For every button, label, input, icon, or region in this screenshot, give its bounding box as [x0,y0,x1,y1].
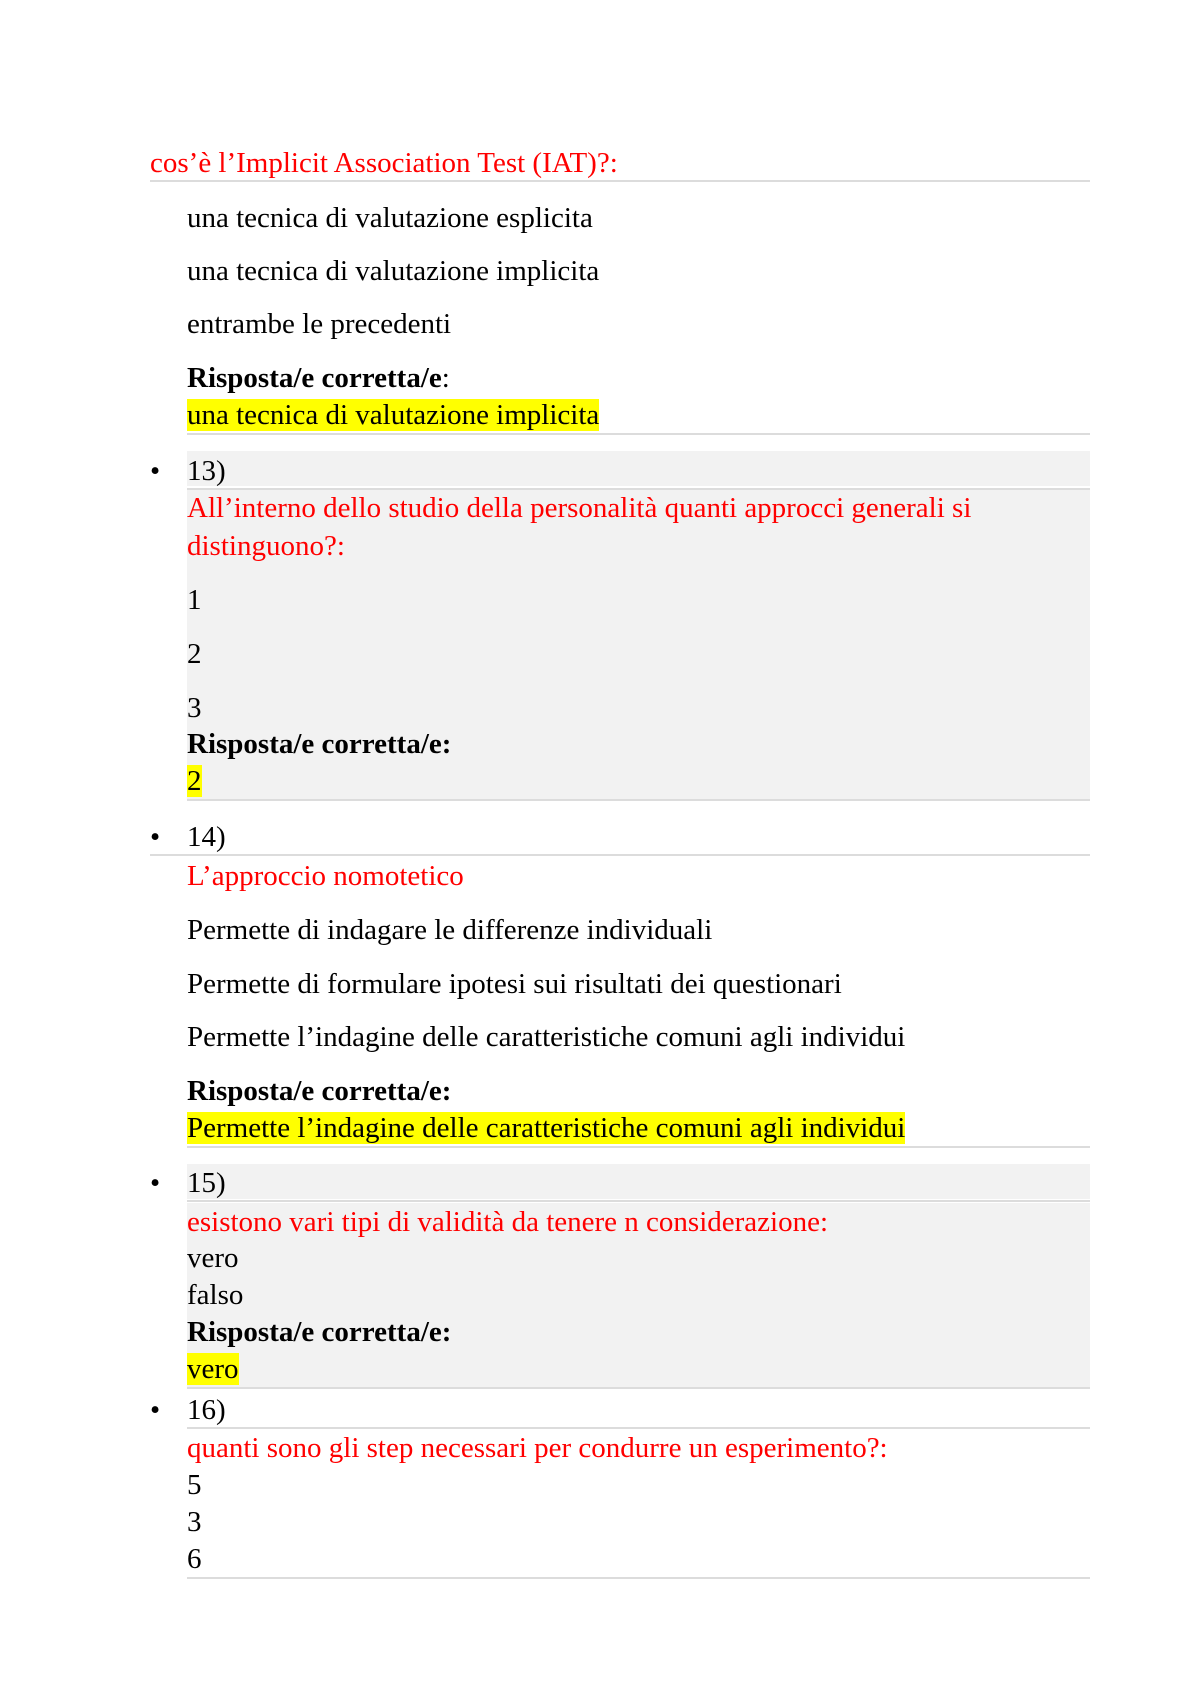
q12-answer-colon: : [441,362,450,394]
divider [187,799,1090,801]
q12-answer-label: Risposta/e corretta/e [187,362,442,394]
q16-number: 16) [187,1394,226,1426]
q14-option-3: Permette l’indagine delle caratteristiche comuni agli individui [187,1021,906,1053]
q14-option-2: Permette di formulare ipotesi sui risultati dei questionari [187,968,842,1000]
q16-option-1: 5 [187,1469,202,1501]
q12-option-3: entrambe le precedenti [187,308,452,340]
q14-bullet: • [150,821,161,853]
q13-option-3: 3 [187,692,202,724]
q12-correct-answer: una tecnica di valutazione implicita [187,399,600,431]
divider [187,1427,1090,1429]
question-14-text: L’approccio nomotetico [187,860,464,892]
question-13-text-line-2: distinguono?: [187,530,345,562]
q15-correct-answer: vero [187,1353,239,1385]
q13-correct-answer: 2 [187,765,202,797]
divider [150,180,1090,182]
question-15-text: esistono vari tipi di validità da tenere n considerazione: [187,1206,829,1238]
q15-option-1: vero [187,1242,239,1274]
divider [187,1387,1090,1389]
q14-answer-label: Risposta/e corretta/e: [187,1075,452,1107]
divider [150,854,1090,856]
q15-option-2: falso [187,1279,244,1311]
divider [187,1146,1090,1148]
q15-answer-label: Risposta/e corretta/e: [187,1316,452,1348]
q13-option-1: 1 [187,584,202,616]
q16-bullet: • [150,1394,161,1426]
q12-option-2: una tecnica di valutazione implicita [187,255,600,287]
q15-number-panel [187,1164,1090,1199]
q16-option-2: 3 [187,1506,202,1538]
q13-option-2: 2 [187,638,202,670]
q13-bullet: • [150,455,161,487]
q13-number: 13) [187,455,226,487]
q14-number: 14) [187,821,226,853]
q14-correct-answer: Permette l’indagine delle caratteristiche comuni agli individui [187,1112,906,1144]
q15-number: 15) [187,1167,226,1199]
q13-number-panel [187,451,1090,486]
q12-option-1: una tecnica di valutazione esplicita [187,202,593,234]
q13-answer-label: Risposta/e corretta/e: [187,728,452,760]
question-13-text-line-1: All’interno dello studio della personalità quanti approcci generali si [187,492,972,524]
divider [187,1577,1090,1579]
q16-option-3: 6 [187,1543,202,1575]
q13-answer-line [187,763,202,799]
q14-option-1: Permette di indagare le differenze individuali [187,914,713,946]
q15-answer-line [187,1351,239,1387]
divider [187,1200,1090,1202]
q12-answer-line [187,397,599,433]
q15-bullet: • [150,1167,161,1199]
q14-answer-line [187,1110,905,1146]
divider [187,433,1090,435]
question-16-text: quanti sono gli step necessari per condurre un esperimento?: [187,1432,888,1464]
q12-answer-label-line [187,360,450,396]
question-12-text: cos’è l’Implicit Association Test (IAT)?: [150,147,618,179]
